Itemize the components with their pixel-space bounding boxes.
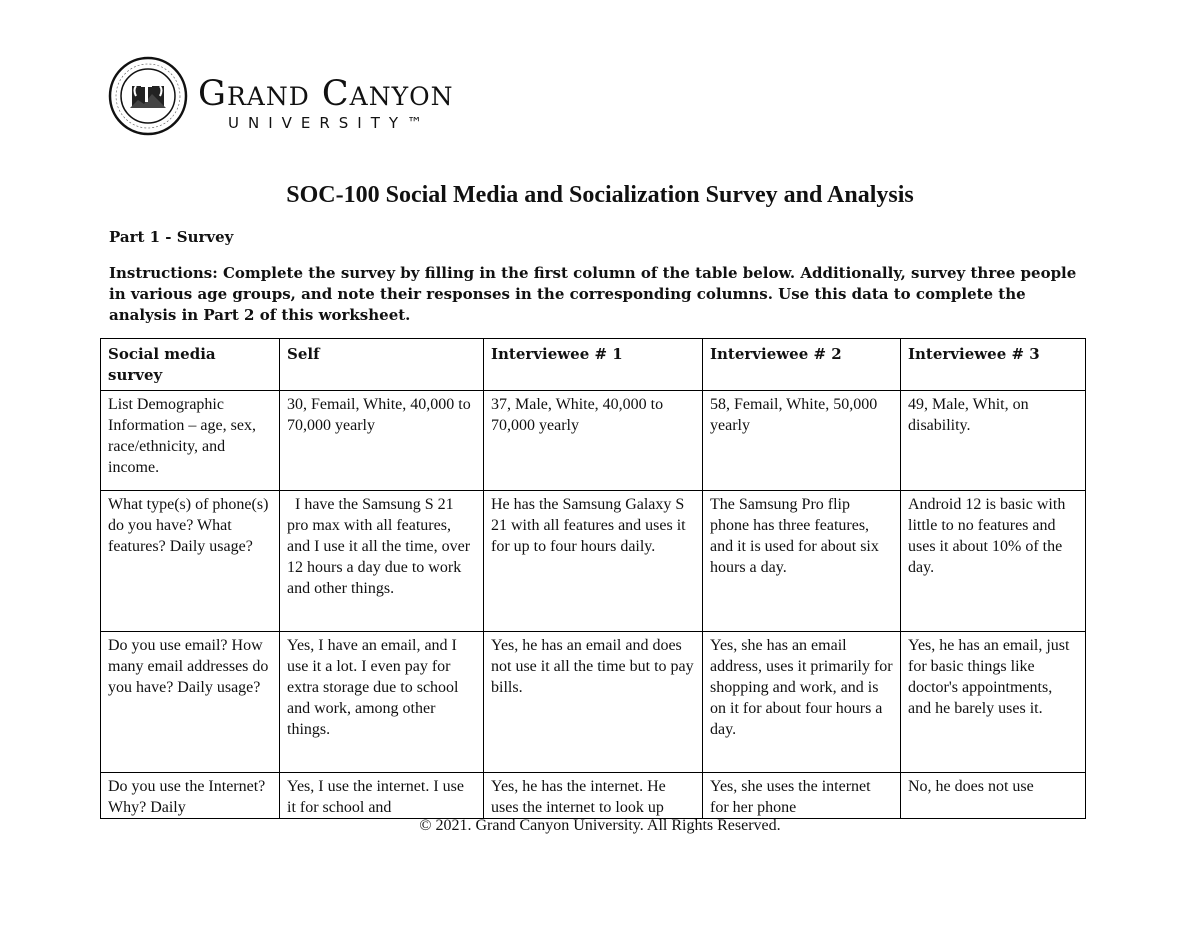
table-cell xyxy=(901,773,1086,819)
column-header: Interviewee # 3 xyxy=(901,339,1086,391)
cell-text: Do you use the Internet? Why? Daily xyxy=(108,778,266,816)
survey-table xyxy=(100,338,1086,819)
university-seal-icon xyxy=(108,56,188,136)
column-header: Interviewee # 1 xyxy=(484,339,703,391)
brand-subtitle: UNIVERSITY™ xyxy=(228,114,432,132)
table-cell: Do you use email? How many email addresses do you have? Daily usage? xyxy=(101,632,280,773)
table-cell xyxy=(280,773,484,819)
cell-text: No, he does not use xyxy=(908,778,1034,795)
table-cell: The Samsung Pro flip phone has three features, and it is used for about six hours a day. xyxy=(703,491,901,632)
cell-text: Yes, he has the internet. He uses the internet to look up xyxy=(491,778,666,816)
university-logo xyxy=(108,56,488,140)
table-row xyxy=(101,773,1086,819)
document-title: SOC-100 Social Media and Socialization Survey and Analysis xyxy=(286,182,914,208)
table-cell: 58, Femail, White, 50,000 yearly xyxy=(703,391,901,491)
table-cell xyxy=(101,773,280,819)
table-cell: 49, Male, Whit, on disability. xyxy=(901,391,1086,491)
table-row xyxy=(101,632,1086,773)
cell-text: Yes, she uses the internet for her phone xyxy=(710,778,871,816)
table-cell: He has the Samsung Galaxy S 21 with all features and uses it for up to four hours daily. xyxy=(484,491,703,632)
table-cell xyxy=(703,773,901,819)
column-header: Self xyxy=(280,339,484,391)
part-heading: Part 1 - Survey xyxy=(109,228,234,246)
table-cell: Yes, she has an email address, uses it primarily for shopping and work, and is on it for about four hours a day. xyxy=(703,632,901,773)
table-cell: I have the Samsung S 21 pro max with all features, and I use it all the time, over 12 hours a day due to work and other things. xyxy=(280,491,484,632)
column-header: Social media survey xyxy=(101,339,280,391)
table-cell: Yes, I have an email, and I use it a lot. I even pay for extra storage due to school and work, among other things. xyxy=(280,632,484,773)
table-cell: List Demographic Information – age, sex, race/ethnicity, and income. xyxy=(101,391,280,491)
cell-text: Yes, I use the internet. I use it for school and xyxy=(287,778,465,816)
table-cell: Android 12 is basic with little to no features and uses it about 10% of the day. xyxy=(901,491,1086,632)
instructions-text: Instructions: Complete the survey by filling in the first column of the table below. Additionally, survey three people in various age groups, and note their responses in the corresponding columns. Use this data to complete the analysis in Part 2 of this worksheet. xyxy=(109,264,1077,324)
table-cell: Yes, he has an email and does not use it all the time but to pay bills. xyxy=(484,632,703,773)
table-cell: Yes, he has an email, just for basic things like doctor's appointments, and he barely uses it. xyxy=(901,632,1086,773)
table-cell: What type(s) of phone(s) do you have? What features? Daily usage? xyxy=(101,491,280,632)
column-header: Interviewee # 2 xyxy=(703,339,901,391)
wordmark xyxy=(198,74,453,132)
table-cell: 30, Femail, White, 40,000 to 70,000 yearly xyxy=(280,391,484,491)
table-header-row xyxy=(101,339,1086,391)
copyright-footer: © 2021. Grand Canyon University. All Rights Reserved. xyxy=(419,817,781,834)
table-cell: 37, Male, White, 40,000 to 70,000 yearly xyxy=(484,391,703,491)
table-cell xyxy=(484,773,703,819)
table-row xyxy=(101,391,1086,491)
brand-name: Grand Canyon xyxy=(198,74,454,114)
table-row xyxy=(101,491,1086,632)
